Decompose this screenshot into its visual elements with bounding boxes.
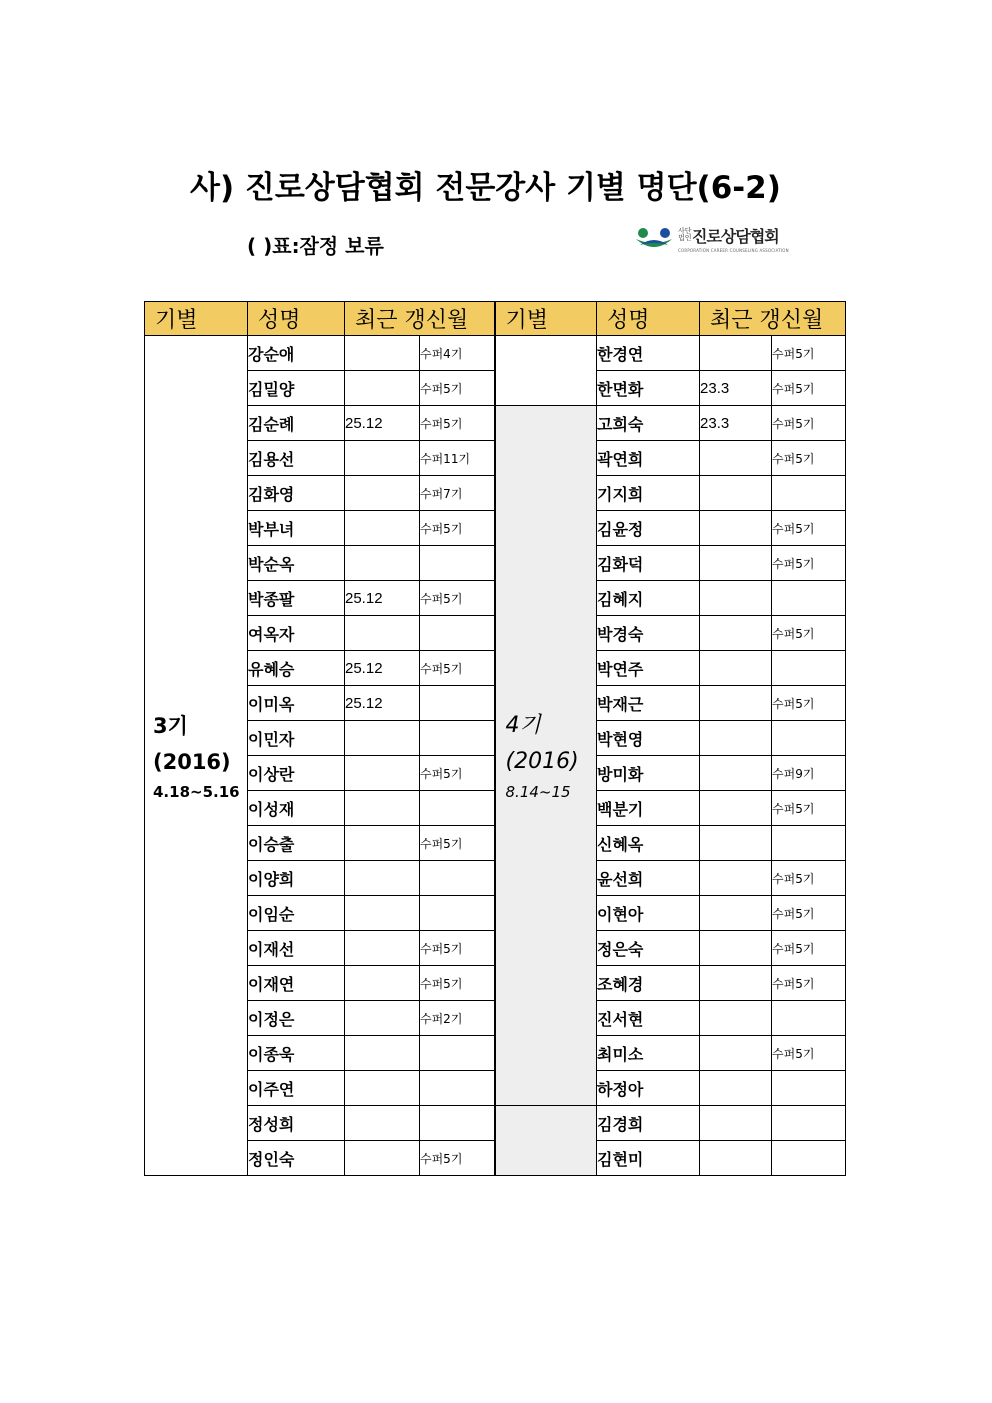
member-name: 이정은 <box>248 1001 345 1036</box>
member-name: 한면화 <box>597 371 700 406</box>
member-name: 기지희 <box>597 476 700 511</box>
renewal-date <box>700 616 772 651</box>
renewal-course: 수퍼5기 <box>772 546 846 581</box>
renewal-course: 수퍼5기 <box>420 756 495 791</box>
cohort-3-year: (2016) <box>153 749 231 774</box>
cohort-4-cell <box>495 406 597 1106</box>
member-name: 이재연 <box>248 966 345 1001</box>
renewal-date <box>345 336 420 371</box>
roster-table <box>144 301 846 1176</box>
member-name: 김용선 <box>248 441 345 476</box>
page-subtitle: ( )표:잠정 보류 <box>247 234 384 258</box>
renewal-date: 25.12 <box>345 651 420 686</box>
renewal-date <box>700 511 772 546</box>
renewal-date <box>700 1036 772 1071</box>
renewal-date <box>345 791 420 826</box>
renewal-course: 수퍼5기 <box>772 931 846 966</box>
renewal-date <box>345 721 420 756</box>
member-name: 박종팔 <box>248 581 345 616</box>
member-name: 정인숙 <box>248 1141 345 1176</box>
cohort-4-year: (2016) <box>505 748 579 774</box>
member-name: 이재선 <box>248 931 345 966</box>
renewal-course <box>772 1141 846 1176</box>
member-name: 박연주 <box>597 651 700 686</box>
cohort-4-dates: 8.14~15 <box>505 782 571 801</box>
renewal-date <box>345 511 420 546</box>
member-name: 이미옥 <box>248 686 345 721</box>
member-name: 이현아 <box>597 896 700 931</box>
renewal-course: 수퍼5기 <box>772 896 846 931</box>
member-name: 한경연 <box>597 336 700 371</box>
member-name: 방미화 <box>597 756 700 791</box>
renewal-course: 수퍼5기 <box>420 931 495 966</box>
renewal-date: 25.12 <box>345 581 420 616</box>
member-name: 최미소 <box>597 1036 700 1071</box>
renewal-date <box>345 931 420 966</box>
renewal-date <box>345 1071 420 1106</box>
cohort-3-cell <box>145 336 248 1176</box>
renewal-date <box>345 861 420 896</box>
cohort-blank-cell <box>495 1106 597 1176</box>
table-row <box>145 406 846 441</box>
renewal-course: 수퍼5기 <box>772 441 846 476</box>
association-logo <box>634 222 789 254</box>
renewal-course: 수퍼5기 <box>772 686 846 721</box>
member-name: 김순례 <box>248 406 345 441</box>
renewal-date <box>700 686 772 721</box>
renewal-date <box>700 546 772 581</box>
renewal-course <box>420 896 495 931</box>
renewal-date <box>345 441 420 476</box>
renewal-course: 수퍼5기 <box>420 966 495 1001</box>
cohort-4-label <box>496 708 597 804</box>
renewal-course: 수퍼5기 <box>420 1141 495 1176</box>
member-name: 김윤정 <box>597 511 700 546</box>
renewal-date <box>700 896 772 931</box>
renewal-date <box>345 756 420 791</box>
table-row <box>145 1106 846 1141</box>
member-name: 김현미 <box>597 1141 700 1176</box>
table-row <box>145 336 846 371</box>
renewal-date: 23.3 <box>700 406 772 441</box>
renewal-date <box>700 1001 772 1036</box>
renewal-course <box>772 476 846 511</box>
header-name-right: 성명 <box>597 302 700 336</box>
renewal-course <box>772 826 846 861</box>
member-name: 이승출 <box>248 826 345 861</box>
renewal-course <box>420 1071 495 1106</box>
member-name: 김화덕 <box>597 546 700 581</box>
member-name: 이상란 <box>248 756 345 791</box>
renewal-course: 수퍼5기 <box>420 371 495 406</box>
cohort-blank-cell <box>495 336 597 406</box>
logo-name: 진로상담협회 <box>692 226 779 246</box>
renewal-date <box>700 441 772 476</box>
member-name: 이민자 <box>248 721 345 756</box>
renewal-course: 수퍼5기 <box>772 511 846 546</box>
renewal-course: 수퍼11기 <box>420 441 495 476</box>
member-name: 정성희 <box>248 1106 345 1141</box>
logo-mark-icon <box>634 225 674 251</box>
renewal-date <box>345 1106 420 1141</box>
renewal-date <box>345 546 420 581</box>
renewal-course: 수퍼5기 <box>772 371 846 406</box>
renewal-course <box>420 861 495 896</box>
renewal-date <box>700 476 772 511</box>
renewal-course: 수퍼5기 <box>772 966 846 1001</box>
renewal-date <box>345 476 420 511</box>
renewal-course: 수퍼7기 <box>420 476 495 511</box>
renewal-course: 수퍼9기 <box>772 756 846 791</box>
member-name: 이임순 <box>248 896 345 931</box>
renewal-course <box>420 686 495 721</box>
cohort-3-number: 3기 <box>153 713 188 738</box>
renewal-course: 수퍼5기 <box>772 336 846 371</box>
renewal-course: 수퍼4기 <box>420 336 495 371</box>
header-cohort-left: 기별 <box>145 302 248 336</box>
renewal-date <box>700 721 772 756</box>
renewal-date <box>700 966 772 1001</box>
renewal-course: 수퍼5기 <box>420 651 495 686</box>
page-title: 사) 진로상담협회 전문강사 기별 명단(6-2) <box>190 170 781 206</box>
member-name: 조혜경 <box>597 966 700 1001</box>
header-cohort-right: 기별 <box>495 302 597 336</box>
member-name: 신혜옥 <box>597 826 700 861</box>
renewal-date <box>345 371 420 406</box>
member-name: 유혜승 <box>248 651 345 686</box>
member-name: 윤선희 <box>597 861 700 896</box>
renewal-course <box>420 1106 495 1141</box>
member-name: 김화영 <box>248 476 345 511</box>
renewal-date <box>345 896 420 931</box>
renewal-date <box>700 826 772 861</box>
renewal-date <box>700 1141 772 1176</box>
renewal-date <box>700 1071 772 1106</box>
renewal-date: 25.12 <box>345 686 420 721</box>
renewal-date <box>700 756 772 791</box>
member-name: 백분기 <box>597 791 700 826</box>
header-name-left: 성명 <box>248 302 345 336</box>
renewal-course: 수퍼5기 <box>420 511 495 546</box>
member-name: 박부녀 <box>248 511 345 546</box>
renewal-course <box>772 581 846 616</box>
renewal-course: 수퍼5기 <box>420 581 495 616</box>
renewal-date <box>700 931 772 966</box>
renewal-date <box>700 861 772 896</box>
renewal-course: 수퍼2기 <box>420 1001 495 1036</box>
renewal-date <box>345 1141 420 1176</box>
logo-small-text: 사단법인 <box>678 227 692 242</box>
renewal-date: 25.12 <box>345 406 420 441</box>
member-name: 박경숙 <box>597 616 700 651</box>
renewal-course <box>420 791 495 826</box>
renewal-course: 수퍼5기 <box>772 791 846 826</box>
renewal-course <box>772 1071 846 1106</box>
renewal-date <box>700 1106 772 1141</box>
member-name: 이양희 <box>248 861 345 896</box>
cohort-4-number: 4기 <box>505 712 541 738</box>
renewal-date <box>700 651 772 686</box>
roster-body <box>145 336 846 1176</box>
member-name: 이종욱 <box>248 1036 345 1071</box>
renewal-date <box>700 581 772 616</box>
member-name: 진서현 <box>597 1001 700 1036</box>
member-name: 고희숙 <box>597 406 700 441</box>
renewal-course: 수퍼5기 <box>420 826 495 861</box>
logo-english: CORPORATION CAREER COUNSELING ASSOCIATION <box>678 247 789 253</box>
renewal-date <box>345 966 420 1001</box>
renewal-course: 수퍼5기 <box>420 406 495 441</box>
cohort-3-label <box>145 708 247 804</box>
renewal-date: 23.3 <box>700 371 772 406</box>
renewal-course <box>420 546 495 581</box>
member-name: 김밀양 <box>248 371 345 406</box>
member-name: 여옥자 <box>248 616 345 651</box>
renewal-course: 수퍼5기 <box>772 1036 846 1071</box>
renewal-course: 수퍼5기 <box>772 616 846 651</box>
member-name: 박현영 <box>597 721 700 756</box>
renewal-date <box>345 1036 420 1071</box>
renewal-course <box>420 721 495 756</box>
header-renewal-right: 최근 갱신월 <box>700 302 846 336</box>
renewal-date <box>345 1001 420 1036</box>
member-name: 하정아 <box>597 1071 700 1106</box>
renewal-date <box>700 791 772 826</box>
renewal-course: 수퍼5기 <box>772 406 846 441</box>
cohort-3-dates: 4.18~5.16 <box>153 782 240 801</box>
member-name: 박순옥 <box>248 546 345 581</box>
renewal-date <box>345 826 420 861</box>
renewal-course <box>772 1106 846 1141</box>
renewal-course <box>420 1036 495 1071</box>
renewal-course <box>772 1001 846 1036</box>
member-name: 정은숙 <box>597 931 700 966</box>
renewal-course: 수퍼5기 <box>772 861 846 896</box>
member-name: 강순애 <box>248 336 345 371</box>
renewal-course <box>420 616 495 651</box>
member-name: 곽연희 <box>597 441 700 476</box>
member-name: 이주연 <box>248 1071 345 1106</box>
header-renewal-left: 최근 갱신월 <box>345 302 495 336</box>
renewal-course <box>772 721 846 756</box>
member-name: 김혜지 <box>597 581 700 616</box>
renewal-date <box>345 616 420 651</box>
member-name: 이성재 <box>248 791 345 826</box>
member-name: 박재근 <box>597 686 700 721</box>
member-name: 김경희 <box>597 1106 700 1141</box>
renewal-course <box>772 651 846 686</box>
renewal-date <box>700 336 772 371</box>
